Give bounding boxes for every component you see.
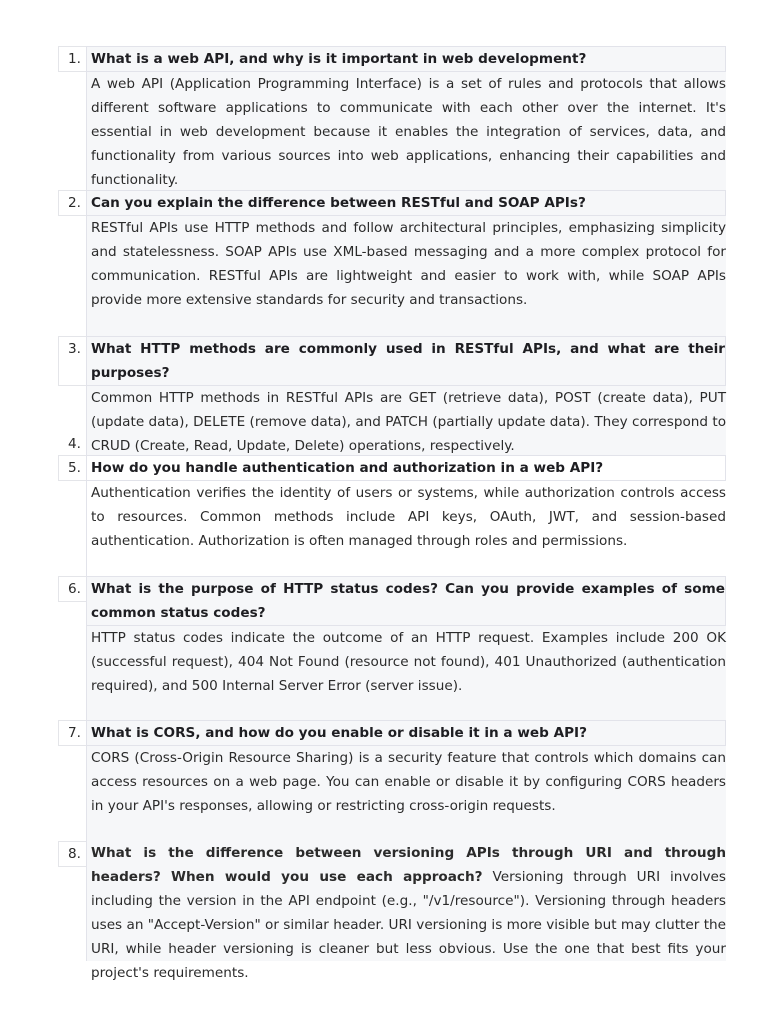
empty-question [86,432,726,456]
question-row [58,841,726,981]
question-heading: What is the difference between versioning APIs through URI and through headers? When would you use each approach? [91,845,726,885]
item-number: 1. [58,46,86,72]
question-heading: What is the purpose of HTTP status codes? Can you provide examples of some common status codes? [86,576,726,626]
item-number: 8. [58,841,86,867]
qa-item-5 [58,455,726,577]
answer-paragraph: Authentication verifies the identity of users or systems, while authorization controls access to resources. Common methods include API keys, OAuth, JWT, and session-based authentication. Authorization is often managed through roles and permissions. [86,481,726,577]
question-row [58,46,726,72]
item-number: 2. [58,190,86,216]
answer-text: Versioning through URI involves including the version in the API endpoint (e.g., "/v1/resource"). Versioning through headers uses an "Accept-Version" or similar header. URI versioning is more visible but may clutter the URI, while header versioning is cleaner but less obvious. Use the one that best fits your project's requirements. [91,869,726,981]
question-row [58,190,726,216]
qa-item-6 [58,576,726,722]
question-heading: What HTTP methods are commonly used in RESTful APIs, and what are their purposes? [86,336,726,386]
question-row [58,336,726,386]
answer-paragraph: A web API (Application Programming Interface) is a set of rules and protocols that allows different software applications to communicate with each other over the internet. It's essential in web development because it enables the integration of services, data, and functionality from various sources into web applications, enhancing their capabilities and functionality. [86,72,726,191]
item-number: 5. [58,455,86,481]
answer-paragraph: HTTP status codes indicate the outcome of an HTTP request. Examples include 200 OK (successful request), 404 Not Found (resource not found), 401 Unauthorized (authentication required), and 500 Internal Server Error (server issue). [86,626,726,722]
question-row [58,576,726,626]
question-answer-paragraph [86,841,726,981]
qa-item-2 [58,190,726,336]
item-number: 7. [58,720,86,746]
question-heading: What is CORS, and how do you enable or disable it in a web API? [86,720,726,746]
qa-item-7 [58,720,726,842]
item-number: 3. [58,336,86,386]
question-heading: Can you explain the difference between RESTful and SOAP APIs? [86,190,726,216]
question-row [58,432,726,456]
question-row [58,455,726,481]
answer-paragraph: CORS (Cross-Origin Resource Sharing) is a security feature that controls which domains can access resources on a web page. You can enable or disable it by configuring CORS headers in your API's responses, allowing or restricting cross-origin requests. [86,746,726,842]
question-heading: How do you handle authentication and authorization in a web API? [86,455,726,481]
answer-paragraph: Common HTTP methods in RESTful APIs are GET (retrieve data), POST (create data), PUT (update data), DELETE (remove data), and PATCH (partially update data). They correspond to CRUD (Create, Read, Update, Delete) operations, respectively. [86,386,726,458]
qa-item-8 [58,841,726,981]
qa-item-1 [58,46,726,191]
answer-paragraph: RESTful APIs use HTTP methods and follow architectural principles, emphasizing simplicity and statelessness. SOAP APIs use XML-based messaging and a more complex protocol for communication. RESTful APIs are lightweight and easier to work with, while SOAP APIs provide more extensive standards for security and transactions. [86,216,726,336]
qa-item-4 [58,432,726,456]
question-heading: What is a web API, and why is it important in web development? [86,46,726,72]
item-number: 4. [58,432,86,456]
question-row [58,720,726,746]
item-number: 6. [58,576,86,602]
